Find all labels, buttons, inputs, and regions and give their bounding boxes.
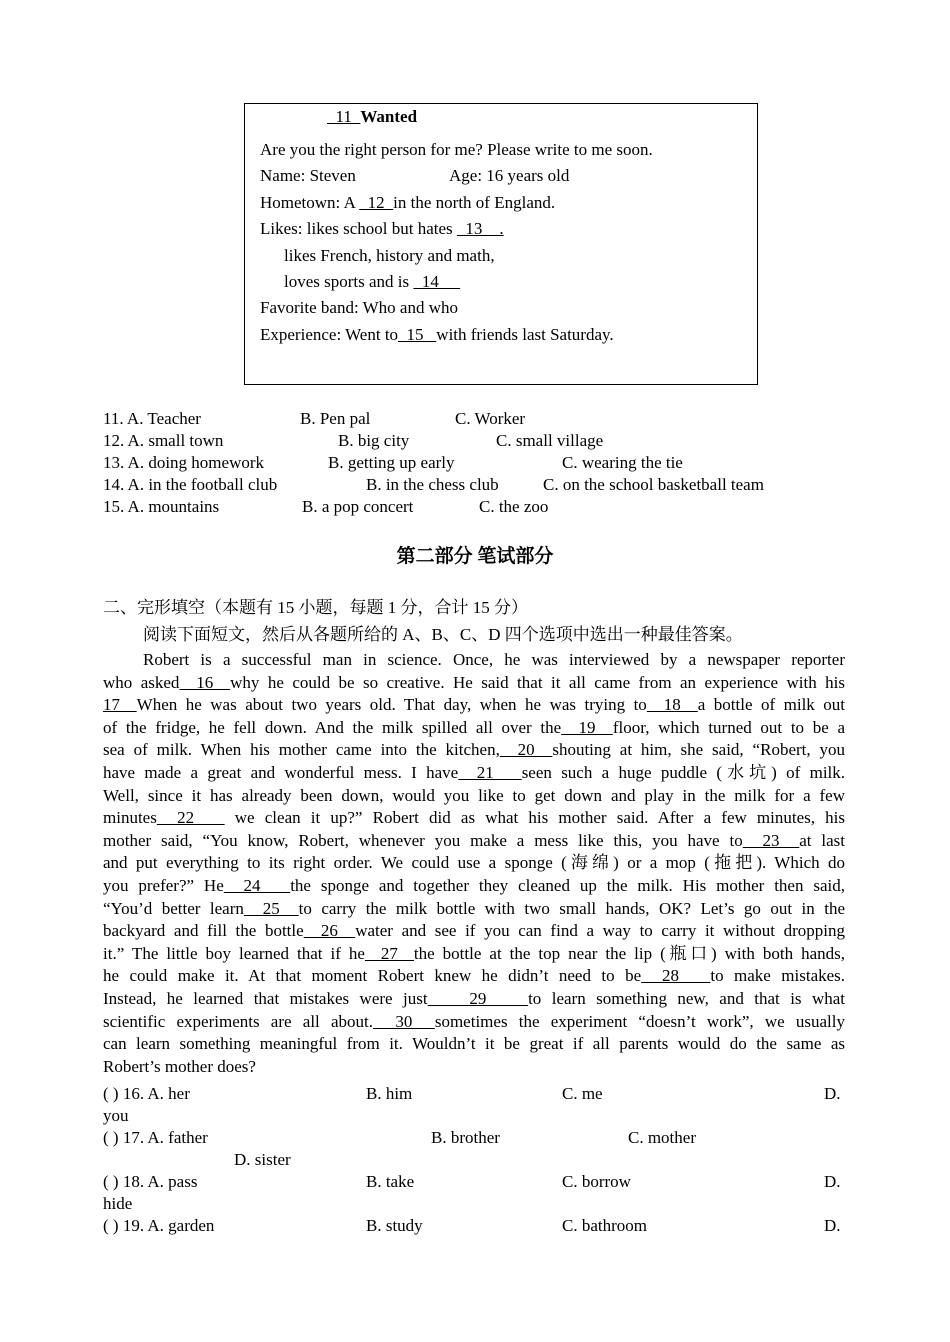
- blank-23: 23: [742, 830, 800, 850]
- passage-line-1: Robert is a successful man in science. Once, he was interviewed by a newspaper reporter: [143, 650, 845, 669]
- passage-line-10: and put everything to its right order. We could use a sponge (海绵) or a mop (拖把). Which do: [103, 853, 845, 873]
- option-15-c: C. the zoo: [479, 497, 549, 516]
- option-14-b: B. in the chess club: [366, 475, 499, 494]
- question-17: ( ) 17. A. father: [103, 1128, 208, 1147]
- question-18-d: D.: [824, 1172, 841, 1191]
- blank-18: 18: [646, 695, 698, 715]
- ad-title: [327, 107, 417, 127]
- passage-line-2: who asked 16 why he could be so creative. He said that it all came from an experience with his: [103, 672, 846, 692]
- ad-experience: Experience: Went to 15 with friends last Saturday.: [260, 325, 614, 344]
- question-17-c: C. mother: [628, 1128, 696, 1147]
- ad-title-word: Wanted: [360, 107, 418, 126]
- option-13-a: 13. A. doing homework: [103, 453, 265, 472]
- question-16: ( ) 16. A. her: [103, 1084, 190, 1103]
- passage-line-13: backyard and fill the bottle 26 water and see if you can find a way to carry it without dropping: [103, 921, 845, 941]
- question-18-d-text: hide: [103, 1194, 133, 1213]
- passage-line-19: Robert’s mother does?: [103, 1056, 256, 1076]
- blank-24: 24: [223, 875, 291, 895]
- ad-name: Name: Steven: [260, 166, 356, 185]
- blank-17: 17: [103, 695, 137, 715]
- option-14-c: C. on the school basketball team: [543, 475, 764, 494]
- blank-12: 12: [359, 193, 394, 212]
- passage-line-12: “You’d better learn 25 to carry the milk bottle with two small hands, OK? Let’s go out in the: [103, 898, 845, 918]
- question-17-b: B. brother: [431, 1128, 500, 1147]
- blank-29: 29: [427, 988, 529, 1008]
- option-12-c: C. small village: [496, 431, 604, 450]
- ad-age: Age: 16 years old: [449, 166, 570, 185]
- blank-21: 21: [458, 762, 522, 782]
- question-19-b: B. study: [366, 1216, 423, 1235]
- blank-27: 27: [364, 943, 414, 963]
- passage-line-18: can learn something meaningful from it. Wouldn’t it be great if all parents would do the same as: [103, 1034, 845, 1054]
- cloze-instruction-body: 阅读下面短文，然后从各题所给的 A、B、C、D 四个选项中选出一种最佳答案。: [143, 625, 743, 644]
- question-16-d-text: you: [103, 1106, 129, 1125]
- cloze-instruction-title: 二、完形填空（本题有 15 小题，每题 1 分，合计 15 分）: [103, 598, 528, 617]
- passage-line-16: Instead, he learned that mistakes were just 29 to learn something new, and that is what: [103, 988, 846, 1008]
- passage-line-14: it.” The little boy learned that if he 27 the bottle at the top near the lip (瓶口) with both hands,: [103, 943, 846, 963]
- blank-28: 28: [641, 966, 711, 986]
- passage-line-6: have made a great and wonderful mess. I have 21 seen such a huge puddle (水坑) of milk.: [103, 762, 846, 782]
- ad-hometown: Hometown: A 12 in the north of England.: [260, 193, 556, 212]
- question-16-c: C. me: [562, 1084, 603, 1103]
- option-11-a: 11. A. Teacher: [103, 409, 201, 428]
- blank-15: 15: [398, 325, 437, 344]
- option-12-a: 12. A. small town: [103, 431, 224, 450]
- option-13-c: C. wearing the tie: [562, 453, 683, 472]
- ad-band: Favorite band: Who and who: [260, 298, 458, 317]
- option-15-b: B. a pop concert: [302, 497, 414, 516]
- passage-line-9: mother said, “You know, Robert, whenever you make a mess like this, you have to 23 at last: [103, 830, 846, 850]
- wanted-ad-box: [244, 103, 758, 385]
- option-11-c: C. Worker: [455, 409, 526, 428]
- question-19-c: C. bathroom: [562, 1216, 647, 1235]
- question-17-d: D. sister: [234, 1150, 291, 1169]
- question-19-d: D.: [824, 1216, 841, 1235]
- option-13-b: B. getting up early: [328, 453, 455, 472]
- blank-20: 20: [499, 740, 553, 760]
- passage-line-5: sea of milk. When his mother came into the kitchen, 20 shouting at him, she said, “Robert, you: [103, 740, 845, 760]
- passage-line-15: he could make it. At that moment Robert knew he didn’t need to be 28 to make mistakes.: [103, 966, 846, 986]
- passage-line-4: of the fridge, he fell down. And the milk spilled all over the 19 floor, which turned out to be a: [103, 717, 845, 737]
- passage-line-3: 17 When he was about two years old. That day, when he was trying to 18 a bottle of milk out: [103, 695, 845, 715]
- blank-19: 19: [561, 717, 613, 737]
- option-15-a: 15. A. mountains: [103, 497, 220, 516]
- blank-26: 26: [303, 921, 356, 941]
- passage-line-11: you prefer?” He 24 the sponge and together they cleaned up the milk. His mother then said,: [103, 875, 845, 895]
- passage-line-17: scientific experiments are all about. 30 sometimes the experiment “doesn’t work”, we usually: [103, 1011, 845, 1031]
- question-18-c: C. borrow: [562, 1172, 631, 1191]
- passage-line-8: minutes 22 we clean it up?” Robert did as what his mother said. After a few minutes, his: [103, 808, 846, 828]
- ad-likes-subjects: likes French, history and math,: [284, 246, 495, 265]
- passage-line-7: Well, since it has already been down, would you like to get down and play in the milk for a few: [103, 785, 845, 805]
- question-18: ( ) 18. A. pass: [103, 1172, 198, 1191]
- option-11-b: B. Pen pal: [300, 409, 371, 428]
- section-heading: 第二部分 笔试部分: [396, 546, 554, 567]
- ad-likes: Likes: likes school but hates 13 .: [260, 219, 504, 238]
- question-16-b: B. him: [366, 1084, 413, 1103]
- ad-line-intro: Are you the right person for me? Please write to me soon.: [260, 140, 653, 159]
- option-14-a: 14. A. in the football club: [103, 475, 278, 494]
- blank-13: 13 .: [456, 219, 504, 238]
- blank-14: 14: [413, 272, 461, 291]
- question-16-d: D.: [824, 1084, 841, 1103]
- blank-11: 11: [327, 107, 361, 126]
- ad-loves: loves sports and is 14: [284, 272, 461, 291]
- blank-25: 25: [243, 898, 299, 918]
- blank-22: 22: [156, 808, 225, 828]
- cloze-passage: [103, 649, 845, 1078]
- blank-30: 30: [373, 1011, 435, 1031]
- question-18-b: B. take: [366, 1172, 415, 1191]
- option-12-b: B. big city: [338, 431, 410, 450]
- blank-16: 16: [179, 672, 231, 692]
- question-19: ( ) 19. A. garden: [103, 1216, 215, 1235]
